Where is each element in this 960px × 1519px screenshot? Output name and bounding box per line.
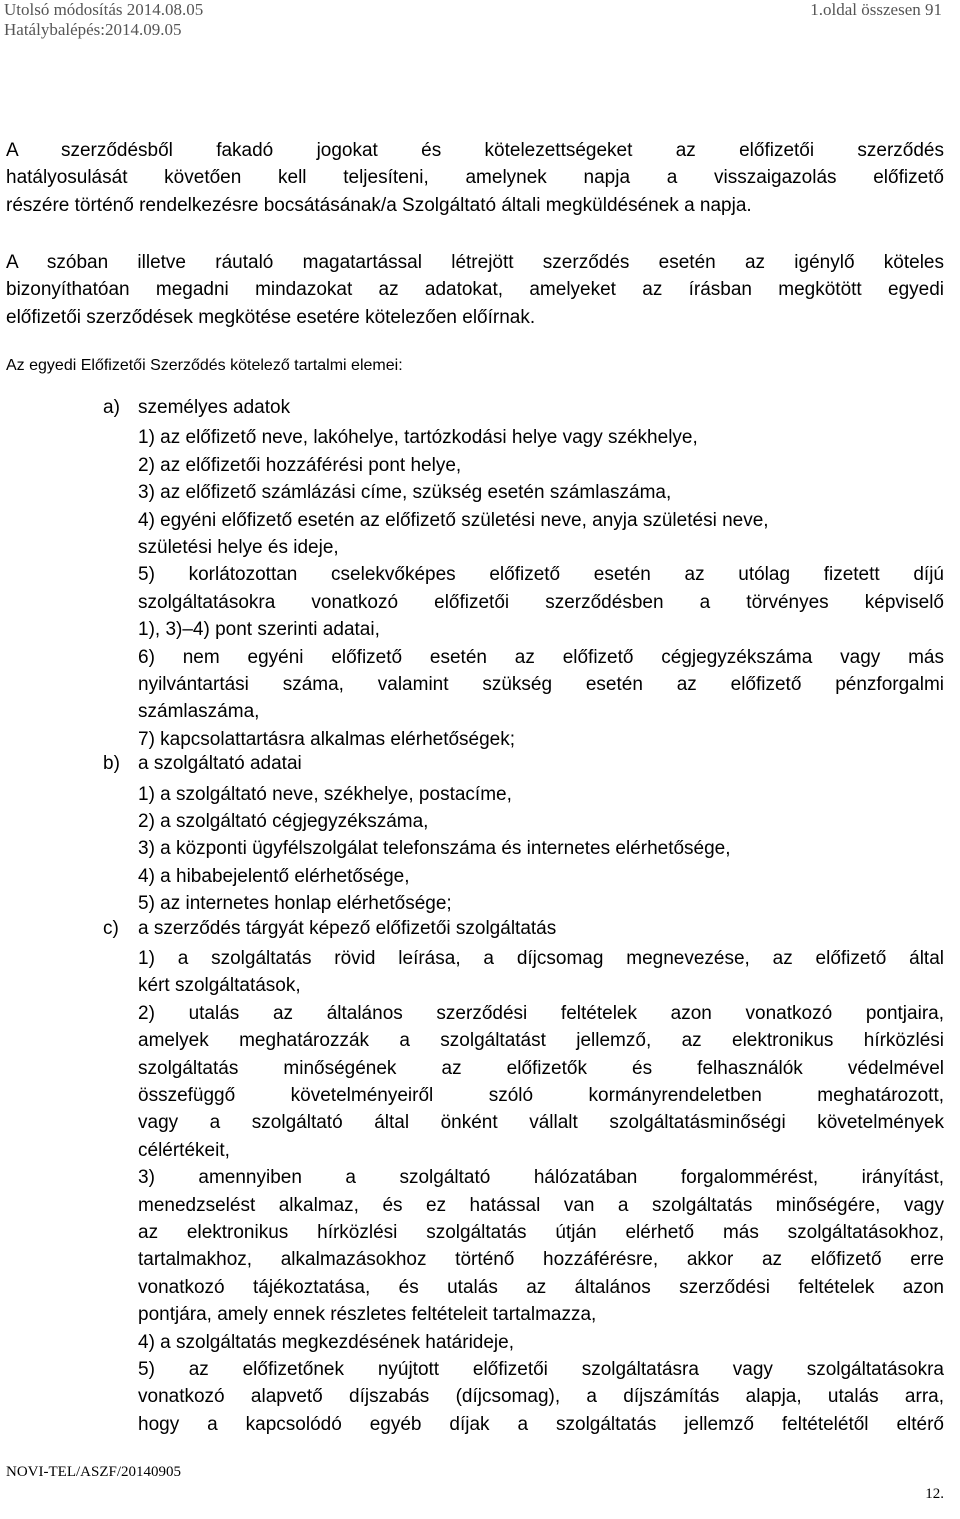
list-item-line: összefüggő követelményeiről szóló kormányrendeletben meghatározott,	[138, 1085, 944, 1106]
list-item-line: vonatkozó alapvető díjszabás (díjcsomag), a díjszámítás alapja, utalás arra,	[138, 1386, 944, 1408]
section-title: a szolgáltató adatai	[138, 753, 302, 775]
list-item-line: 2) a szolgáltató cégjegyzékszáma,	[138, 811, 429, 832]
list-item-line: 5) korlátozottan cselekvőképes előfizető esetén az utólag fizetett díjú	[138, 564, 944, 586]
last-modified-date: Utolsó módosítás 2014.08.05	[4, 0, 204, 19]
page-count: 1.oldal összesen 91	[810, 0, 942, 19]
list-item-line: vagy a szolgáltató által önként vállalt szolgáltatásminőségi követelmények	[138, 1112, 944, 1134]
list-item-line: 4) a hibabejelentő elérhetősége,	[138, 865, 410, 887]
list-item-line: születési helye és ideje,	[138, 537, 339, 558]
list-item-line: amelyek meghatározzák a szolgáltatást jellemző, az elektronikus hírközlési	[138, 1030, 944, 1052]
page-number: 12.	[925, 1486, 944, 1502]
list-item-line: tartalmakhoz, alkalmazásokhoz történő hozzáférésre, akkor az előfizető erre	[138, 1249, 944, 1271]
paragraph-2	[6, 249, 944, 331]
list-item-line: 1) az előfizető neve, lakóhelye, tartózkodási helye vagy székhelye,	[138, 427, 698, 449]
list-item-line: nyilvántartási száma, valamint szükség esetén az előfizető pénzforgalmi	[138, 674, 944, 695]
list-item-line: szolgáltatás minőségének az előfizetők és felhasználók védelmével	[138, 1057, 944, 1079]
list-item-line: az elektronikus hírközlési szolgáltatás útján elérhető más szolgáltatásokhoz,	[138, 1222, 944, 1243]
list-item-line: 4) a szolgáltatás megkezdésének határideje,	[138, 1331, 515, 1353]
contract-elements-intro: Az egyedi Előfizetői Szerződés kötelező tartalmi elemei:	[6, 357, 403, 374]
list-item-line: 7) kapcsolattartásra alkalmas elérhetőségek;	[138, 728, 516, 750]
page-header	[4, 0, 956, 48]
list-item-line: kért szolgáltatások,	[138, 975, 301, 997]
list-item-line: 1) a szolgáltatás rövid leírása, a díjcsomag megnevezése, az előfizető által	[138, 948, 944, 969]
list-item-line: 1), 3)–4) pont szerinti adatai,	[138, 619, 380, 641]
paragraph-line: bizonyíthatóan megadni mindazokat az adatokat, amelyeket az írásban megkötött egyedi	[6, 279, 944, 301]
list-item-line: menedzselést alkalmaz, és ez hatással van a szolgáltatás minőségére, vagy	[138, 1194, 944, 1216]
document-code: NOVI-TEL/ASZF/20140905	[6, 1464, 181, 1480]
paragraph-1	[6, 137, 944, 219]
paragraph-line: A szóban illetve ráutaló magatartással létrejött szerződés esetén az igénylő köteles	[6, 252, 944, 273]
list-item-line: vonatkozó tájékoztatása, és utalás az általános szerződési feltételek azon	[138, 1276, 944, 1298]
list-item-line: 6) nem egyéni előfizető esetén az előfizető cégjegyzékszáma vagy más	[138, 646, 944, 668]
list-item-line: 3) amennyiben a szolgáltató hálózatában forgalommérést, irányítást,	[138, 1167, 944, 1189]
list-item-line: 4) egyéni előfizető esetén az előfizető születési neve, anyja születési neve,	[138, 509, 769, 531]
paragraph-line: előfizetői szerződések megkötése esetére kötelezően előírnak.	[6, 306, 536, 328]
list-item-line: 2) az előfizetői hozzáférési pont helye,	[138, 454, 462, 476]
list-item-line: 3) a központi ügyfélszolgálat telefonszáma és internetes elérhetősége,	[138, 838, 731, 860]
paragraph-line: részére történő rendelkezésre bocsátásának/a Szolgáltató általi megküldésének a napja.	[6, 194, 752, 216]
section-label: a)	[103, 397, 120, 418]
paragraph-line: hatályosulását követően kell teljesíteni, amelynek napja a visszaigazolás előfizető	[6, 167, 944, 189]
list-item-line: hogy a kapcsolódó egyéb díjak a szolgáltatás jellemző feltételétől eltérő	[138, 1413, 944, 1435]
list-item-line: 3) az előfizető számlázási címe, szükség esetén számlaszáma,	[138, 482, 672, 504]
list-item-line: 5) az internetes honlap elérhetősége;	[138, 893, 452, 915]
list-item-line: számlaszáma,	[138, 701, 260, 723]
list-item-line: 2) utalás az általános szerződési feltételek azon vonatkozó pontjaira,	[138, 1002, 944, 1024]
section-title: személyes adatok	[138, 397, 291, 418]
list-item-line: 5) az előfizetőnek nyújtott előfizetői szolgáltatásra vagy szolgáltatásokra	[138, 1359, 944, 1380]
list-item-line: szolgáltatásokra vonatkozó előfizetői szerződésben a törvényes képviselő	[138, 591, 944, 613]
section-label: c)	[103, 917, 119, 939]
paragraph-line: A szerződésből fakadó jogokat és kötelezettségeket az előfizetői szerződés	[6, 140, 944, 161]
effective-date: Hatálybalépés:2014.09.05	[4, 20, 182, 39]
section-title: a szerződés tárgyát képező előfizetői szolgáltatás	[138, 917, 557, 939]
section-label: b)	[103, 753, 120, 775]
list-item-line: célértékeit,	[138, 1139, 230, 1161]
list-item-line: 1) a szolgáltató neve, székhelye, postacíme,	[138, 783, 512, 805]
list-item-line: pontjára, amely ennek részletes feltételeit tartalmazza,	[138, 1304, 597, 1326]
